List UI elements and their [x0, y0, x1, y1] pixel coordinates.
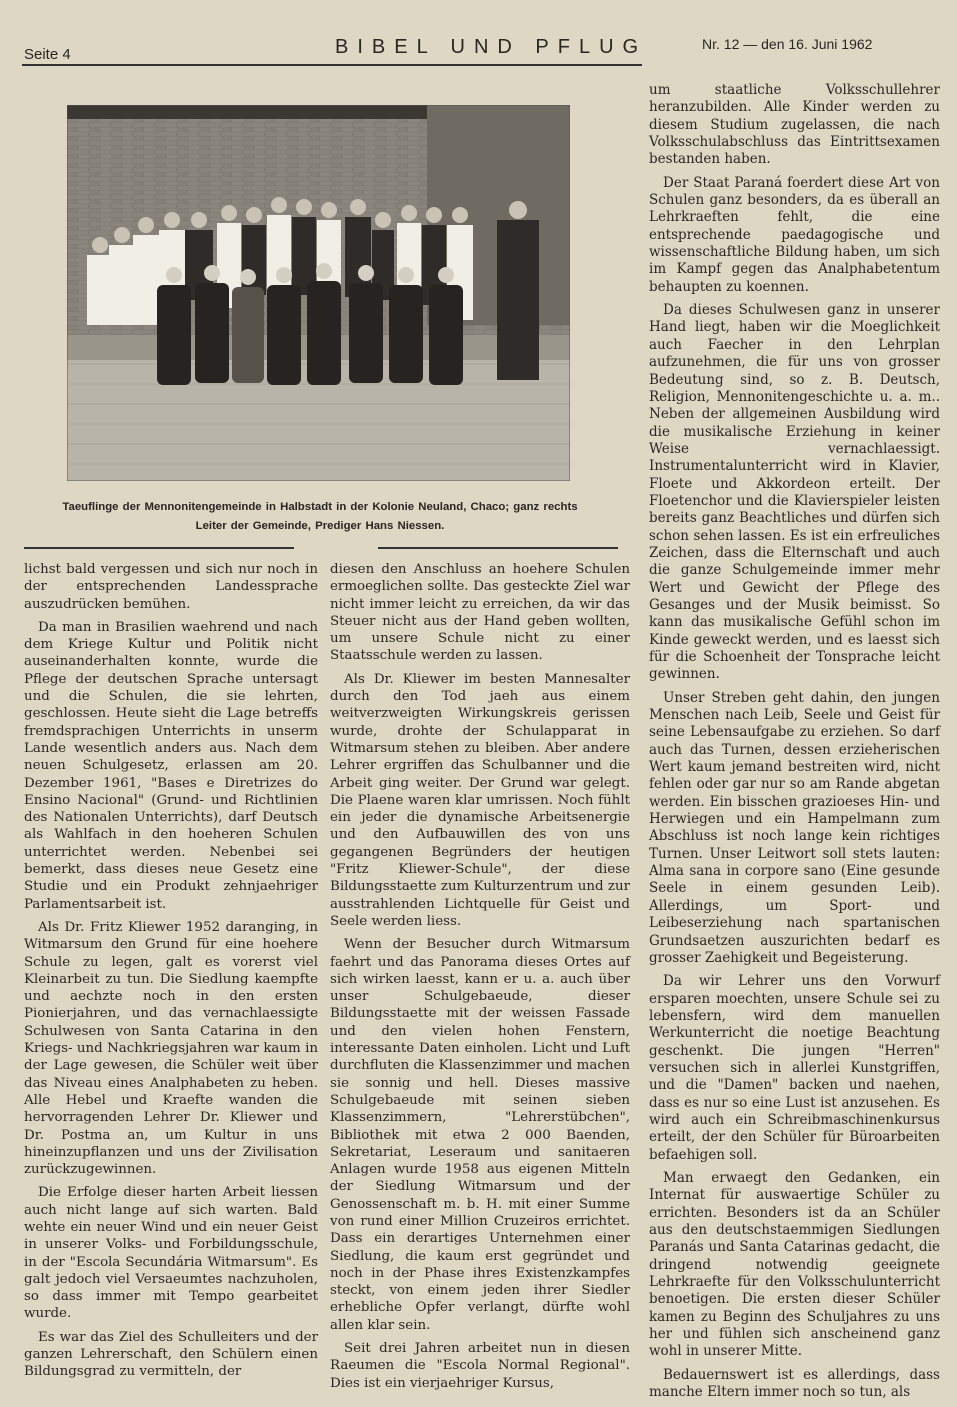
article-column-1 [24, 561, 318, 1387]
paragraph: lichst bald vergessen und sich nur noch in der entsprechenden Landessprache auszudrücken bemühen. [24, 562, 318, 612]
paragraph: Bedauernswert ist es allerdings, dass manche Eltern immer noch so tun, als [649, 1366, 940, 1401]
paragraph: um staatliche Volksschullehrer heranzubilden. Alle Kinder werden zu diesem Studium zugelassen, die nach Volksschulabschluss das Eintrittsexamen bestanden haben. [649, 82, 940, 168]
paragraph: Man erwaegt den Gedanken, ein Internat für auswaertige Schüler zu errichten. Besonders ist da an Schüler aus den deutschstaemmigen Siedlungen Paranás und Santa Catarinas gedacht, die dringend notwendig geeignete Lehrkraefte für den Volksschulunterricht benoetigen. Die ersten dieser Schüler kamen zu Beginn des Schuljahres zu uns her und fühlen sich anscheinend ganz wohl in unserer Mitte. [649, 1169, 940, 1360]
paragraph: Wenn der Besucher durch Witmarsum faehrt und das Panorama dieses Ortes auf sich wirken laesst, kann er u. a. auch über unser Schulgebaeude, dieser Bildungsstaette mit der weissen Fassade und den vielen hohen Fenstern, interessante Daten einholen. Licht und Luft durchfluten die Klassenzimmer und machen sie sonnig und hell. Dieses massive Schulgebaeude mit seinen sieben Klassenzimmern, "Lehrerstübchen", Bibliothek mit etwa 2 000 Baenden, Sekretariat, Leseraum und sanitaeren Anlagen wurde 1958 aus eigenen Mitteln der Siedlung Witmarsum und der Genossenschaft m. b. H. mit einer Summe von rund einer Million Cruzeiros errichtet. Dass ein derartiges Unternehmen einer Siedlung, die kaum erst gegründet und noch in der Phase ihres Existenzkampfes steckt, von einem jeden ihrer Siedler erhebliche Opfer verlangt, dürfte wohl allen klar sein. [330, 937, 630, 1333]
paragraph: Da man in Brasilien waehrend und nach dem Kriege Kultur und Politik nicht auseinanderhalten konnte, wurde die Pflege der deutschen Sprache untersagt und die Schulen, die sie lehrten, geschlossen. Heute sieht die Lage betreffs fremdsprachigen Unterrichts in unserm Lande wesentlich anders aus. Nach dem neuen Schulgesetz, erlassen am 20. Dezember 1961, "Bases e Diretrizes do Ensino Nacional" (Grund- und Richtlinien des Nationalen Unterrichts), darf Deutsch als Wahlfach in den hoeheren Schulen unterrichtet werden. Nebenbei sei bemerkt, dass dieses neue Gesetz eine Studie und ein Produkt zehnjaehriger Parlamentsarbeit ist. [24, 619, 318, 912]
paragraph: Es war das Ziel des Schulleiters und der ganzen Lehrerschaft, den Schülern einen Bildungsgrad zu vermitteln, der [24, 1329, 318, 1380]
article-column-3 [649, 82, 940, 1407]
header-rule [22, 64, 642, 66]
group-photo [67, 105, 570, 481]
issue-date: Nr. 12 — den 16. Juni 1962 [702, 36, 873, 52]
masthead-title: BIBEL UND PFLUG [335, 36, 648, 58]
paragraph: Seit drei Jahren arbeitet nun in diesen Raeumen die "Escola Normal Regional". Dies ist ein vierjaehriger Kursus, [330, 1341, 630, 1391]
paragraph: Der Staat Paraná foerdert diese Art von Schulen ganz besonders, da es überall an Lehrkraeften fehlt, die eine entsprechende paedagogische und wissenschaftliche Bildung haben, um sich im Kampf gegen das Analphabetentum behaupten zu koennen. [649, 174, 940, 295]
column-rule-right [378, 547, 618, 549]
photo-caption: Taeuflinge der Mennonitengemeinde in Halbstadt in der Kolonie Neuland, Chaco; ganz rechts Leiter der Gemeinde, Prediger Hans Niessen. [62, 501, 578, 532]
paragraph: Unser Streben geht dahin, den jungen Menschen nach Leib, Seele und Geist für seine Lebensaufgabe zu erziehen. So darf auch das Turnen, dessen erzieherischen Wert kaum jemand bestreiten wird, nicht fehlen oder gar nur so am Rande abgetan werden. Ein bisschen grazioeses Hin- und Herwiegen und ein Hampelmann zum Abschluss ist noch lange kein richtiges Turnen. Unser Leitwort soll stets lauten: Alma sana in corpore sano (Eine gesunde Seele in einem gesunden Leib). Allerdings, um Sport- und Leibeserziehung nach spartanischen Grundsaetzen auszurichten bedarf es grosser Zaehigkeit und Begeisterung. [649, 689, 940, 966]
column-rule-left [24, 547, 294, 549]
paragraph: Als Dr. Fritz Kliewer 1952 daranging, in Witmarsum den Grund für eine hoehere Schule zu legen, galt es vorerst viel Kleinarbeit zu tun. Die Siedlung kaempfte und aechzte noch in den ersten Pionierjahren, und das vernachlaessigte Schulwesen von Santa Catarina in den Kriegs- und Nachkriegsjahren war kaum in der Lage gewesen, die Schüler weit über das Niveau eines Analphabeten zu heben. Alle Hebel und Kraefte wanden die hervorragenden Lehrer Dr. Kliewer und Dr. Postma an, um Kultur in uns hineinzupflanzen und uns der Zivilisation zurückzugewinnen. [24, 919, 318, 1178]
article-column-2 [330, 561, 630, 1398]
paragraph: Als Dr. Kliewer im besten Mannesalter durch den Tod jaeh aus einem weitverzweigten Wirkungskreis gerissen wurde, drohte der Schulapparat in Witmarsum stehen zu bleiben. Aber andere Lehrer ergriffen das Schulbanner und die Arbeit ging weiter. Der Grund war gelegt. Die Plaene waren klar umrissen. Noch fühlt ein jeder die dynamische Arbeitsenergie und den Aufbauwillen des von uns gegangenen Begründers der heutigen "Fritz Kliewer-Schule", der diese Bildungsstaette zum Kulturzentrum und zur ausstrahlenden Lichtquelle für Geist und Seele werden liess. [330, 671, 630, 929]
paragraph: Da wir Lehrer uns den Vorwurf ersparen moechten, unsere Schule sei zu lebensfern, wird dem manuellen Werkunterricht die noetige Beachtung geschenkt. Die jungen "Herren" versuchen sich in allerlei Kunstgriffen, und die "Damen" backen und naehen, dass es nur so eine Lust ist anzusehen. Es wird auch ein Schreibmaschinenkursus erteilt, der den Schüler für Büroarbeiten befaehigen soll. [649, 973, 940, 1163]
paragraph: Die Erfolge dieser harten Arbeit liessen auch nicht lange auf sich warten. Bald wehte ein neuer Wind und ein neuer Geist in unserer Volks- und Forbildungsschule, in der "Escola Secundária Witmarsum". Es galt jedoch viel Versaeumtes nachzuholen, so dass immer mit Tempo gearbeitet wurde. [24, 1185, 318, 1322]
paragraph: Da dieses Schulwesen ganz in unserer Hand liegt, haben wir die Moeglichkeit auch Faecher in den Lehrplan aufzunehmen, die für uns von grosser Bedeutung sind, so z. B. Deutsch, Religion, Mennonitengeschichte u. a. m.. Neben der allgemeinen Ausbildung wird die musikalische Erziehung in keiner Weise vernachlaessigt. Instrumentalunterricht wird in Klavier, Floete und Akkordeon erteilt. Der Floetenchor und die Klavierspieler leisten bereits ganz Beachtliches und dürfen sich schon sehen lassen. Es ist ein erfreuliches Zeichen, dass die Elternschaft und auch die ganze Schulgemeinde immer mehr Wert und Gewicht der Pflege des Gesanges und der Musik beimisst. So kann das musikalische Gefühl schon im Kinde geweckt werden, und es laesst sich für die Schoenheit der Tonsprache leicht gewinnen. [649, 302, 940, 683]
page-number: Seite 4 [24, 46, 71, 63]
paragraph: diesen den Anschluss an hoehere Schulen ermoeglichen sollte. Das gesteckte Ziel war nicht immer leicht zu erreichen, da wir das Steuer nicht aus der Hand geben wollten, um unsere Schule nicht zu einer Staatsschule werden zu lassen. [330, 562, 630, 664]
